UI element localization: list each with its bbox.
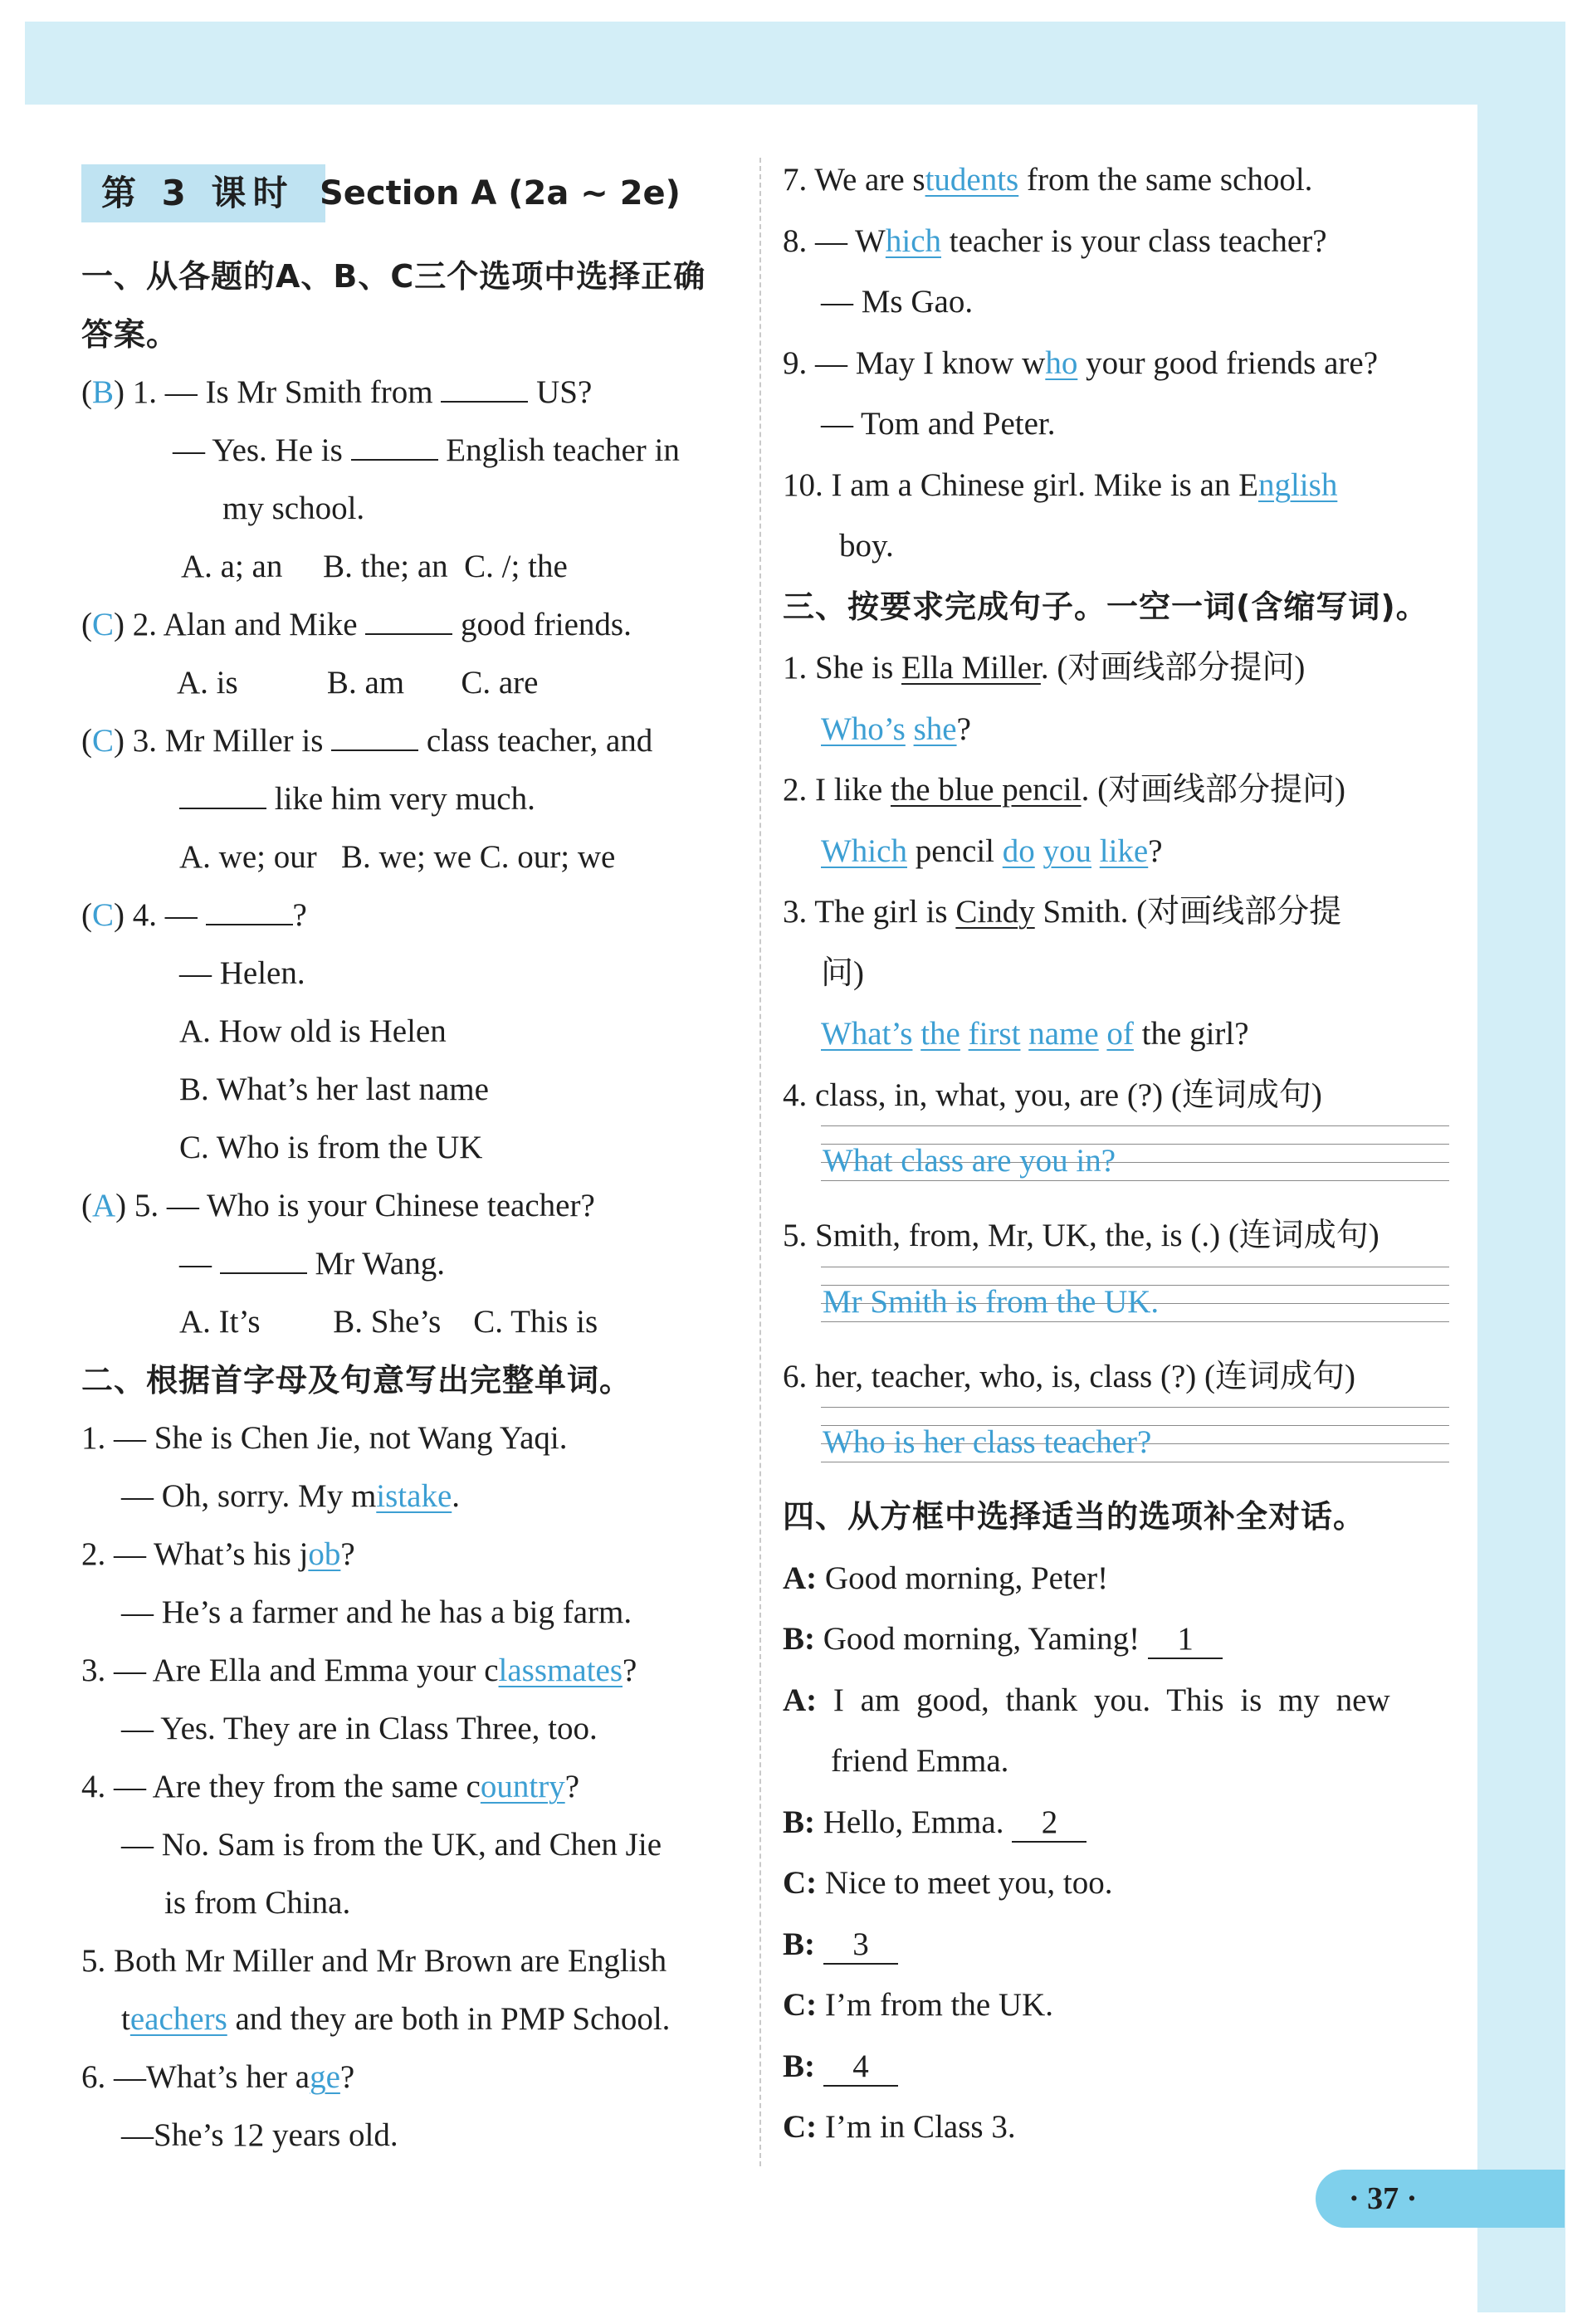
p3-s6-answer: Who is her class teacher? — [823, 1424, 1152, 1460]
p2-item4: 4. — Are they from the same country? — [81, 1769, 579, 1804]
p2-item4-line2: — No. Sam is from the UK, and Chen Jie — [121, 1827, 662, 1863]
p2-item1-line2: — Oh, sorry. My mistake. — [121, 1478, 461, 1514]
dialog-line-9: C: I’m in Class 3. — [783, 2109, 1016, 2145]
lesson-label: 第 3 课时 — [81, 164, 325, 222]
q5-line: (A) 5. — Who is your Chinese teacher? — [81, 1188, 595, 1223]
column-divider — [759, 158, 761, 2166]
p2-item2-answer: ob — [308, 1536, 341, 1572]
p2-item10-answer: nglish — [1257, 466, 1338, 503]
p2-item5-answer: eachers — [129, 2001, 227, 2037]
p2-item5-line2: teachers and they are both in PMP School. — [121, 2001, 671, 2037]
part1-title: 一、从各题的A、B、C三个选项中选择正确 — [81, 258, 706, 295]
blank — [179, 779, 266, 809]
dialog-line-4: B: Hello, Emma. 2 — [783, 1792, 1451, 1853]
q2-line: (C) 2. Alan and Mike good friends. — [81, 607, 632, 642]
part4-title: 四、从方框中选择适当的选项补全对话。 — [783, 1498, 1366, 1535]
right-column — [783, 149, 1451, 2158]
p2-item7: 7. We are students from the same school. — [783, 162, 1313, 198]
p3-s1-answer: Who’s she? — [821, 710, 971, 747]
blank — [351, 431, 438, 461]
p2-item3: 3. — Are Ella and Emma your classmates? — [81, 1653, 637, 1688]
part1-title-cont: 答案。 — [81, 316, 179, 353]
p3-s1: 1. She is Ella Miller. (对画线部分提问) — [783, 650, 1306, 686]
q5-options: A. It’s B. She’s C. This is — [179, 1304, 598, 1340]
p3-s4-writing-lines — [783, 1125, 1451, 1205]
q4-line: (C) 4. — ? — [81, 897, 307, 933]
dialog-slot-4: 4 — [823, 2048, 898, 2087]
p2-item7-answer: tudents — [925, 162, 1019, 198]
p2-item10-line2: boy. — [839, 528, 894, 564]
dialog-line-2: B: Good morning, Yaming! 1 — [783, 1609, 1451, 1670]
q1-line: (B) 1. — Is Mr Smith from US? — [81, 374, 593, 410]
p3-s5: 5. Smith, from, Mr, UK, the, is (.) (连词成句) — [783, 1218, 1379, 1253]
p2-item8-line2: — Ms Gao. — [821, 284, 974, 320]
q1-options: A. a; an B. the; an C. /; the — [181, 549, 568, 584]
p2-item6-answer: ge — [310, 2059, 340, 2095]
dialog-line-1: A: Good morning, Peter! — [783, 1560, 1109, 1596]
q3-answer: C — [92, 723, 115, 759]
p3-s5-answer: Mr Smith is from the UK. — [823, 1283, 1160, 1320]
q1-line2: — Yes. He is English teacher in — [173, 432, 680, 468]
p2-item4-line3: is from China. — [164, 1885, 351, 1921]
part2-title: 二、根据首字母及句意写出完整单词。 — [81, 1362, 632, 1399]
p2-item9: 9. — May I know who your good friends are? — [783, 344, 1379, 381]
q4-answer: C — [92, 897, 115, 933]
dialog-line-8: B: 4 — [783, 2036, 1451, 2097]
p2-item8: 8. — Which teacher is your class teacher? — [783, 222, 1327, 259]
dialog-line-6: B: 3 — [783, 1914, 1451, 1975]
p3-s3-line2: 问) — [821, 954, 864, 991]
p3-s4: 4. class, in, what, you, are (?) (连词成句) — [783, 1077, 1322, 1113]
left-column — [81, 247, 745, 2165]
q2-options: A. is B. am C. are — [177, 665, 539, 701]
q1-line3: my school. — [222, 491, 365, 526]
dialog-line-5: C: Nice to meet you, too. — [783, 1865, 1113, 1901]
p2-item3-line2: — Yes. They are in Class Three, too. — [121, 1711, 598, 1746]
q4-option-c: C. Who is from the UK — [179, 1130, 483, 1165]
p3-s3: 3. The girl is Cindy Smith. (对画线部分提 — [783, 894, 1342, 930]
dialog-slot-2: 2 — [1012, 1804, 1086, 1843]
q5-answer: A — [92, 1188, 116, 1223]
dialog-slot-1: 1 — [1148, 1621, 1223, 1659]
p2-item2-line2: — He’s a farmer and he has a big farm. — [121, 1594, 632, 1630]
p2-item6-line2: —She’s 12 years old. — [121, 2117, 398, 2153]
p3-s4-answer: What class are you in? — [823, 1143, 1116, 1179]
blank — [365, 605, 452, 635]
p2-item10: 10. I am a Chinese girl. Mike is an English — [783, 466, 1338, 503]
dialog-line-3: A: I am good, thank you. This is my new — [783, 1682, 1390, 1718]
p3-s6: 6. her, teacher, who, is, class (?) (连词成句) — [783, 1358, 1355, 1394]
p2-item1: 1. — She is Chen Jie, not Wang Yaqi. — [81, 1420, 568, 1456]
p2-item6: 6. —What’s her age? — [81, 2059, 355, 2095]
q4-option-a: A. How old is Helen — [179, 1013, 447, 1049]
blank — [206, 896, 293, 925]
q3-line: (C) 3. Mr Miller is class teacher, and — [81, 723, 653, 759]
section-title: Section A (2a ~ 2e) — [320, 174, 681, 212]
p2-item9-answer: ho — [1045, 344, 1078, 381]
p2-item8-answer: hich — [885, 222, 942, 259]
page-number: · 37 · — [1316, 2170, 1565, 2228]
right-decor-band — [1477, 22, 1565, 2312]
part3-title: 三、按要求完成句子。一空一词(含缩写词)。 — [783, 588, 1428, 625]
blank — [441, 373, 528, 403]
p3-s6-writing-lines — [783, 1407, 1451, 1487]
p3-s5-writing-lines — [783, 1267, 1451, 1346]
q4-option-b: B. What’s her last name — [179, 1072, 489, 1107]
blank — [220, 1244, 307, 1274]
q3-options: A. we; our B. we; we C. our; we — [179, 839, 616, 875]
p3-s3-answer: What’s the first name of the girl? — [821, 1016, 1249, 1052]
p2-item3-answer: lassmates — [498, 1653, 623, 1688]
p2-item5: 5. Both Mr Miller and Mr Brown are English — [81, 1943, 667, 1979]
dialog-line-7: C: I’m from the UK. — [783, 1987, 1054, 2023]
p2-item1-answer: istake — [376, 1478, 452, 1514]
q2-answer: C — [92, 607, 115, 642]
p2-item2: 2. — What’s his job? — [81, 1536, 355, 1572]
p3-s2: 2. I like the blue pencil. (对画线部分提问) — [783, 772, 1346, 808]
top-decor-band — [25, 22, 1565, 105]
q1-answer: B — [92, 374, 115, 410]
blank — [331, 721, 418, 751]
dialog-line-3-cont: friend Emma. — [831, 1743, 1009, 1779]
q5-line2: — Mr Wang. — [179, 1246, 445, 1282]
dialog-slot-3: 3 — [823, 1926, 898, 1965]
q4-line2: — Helen. — [179, 955, 305, 991]
q3-line2: like him very much. — [81, 770, 745, 828]
p3-s2-answer: Which pencil do you like? — [821, 832, 1163, 869]
p2-item4-answer: ountry — [480, 1769, 565, 1804]
p2-item9-line2: — Tom and Peter. — [821, 406, 1056, 442]
